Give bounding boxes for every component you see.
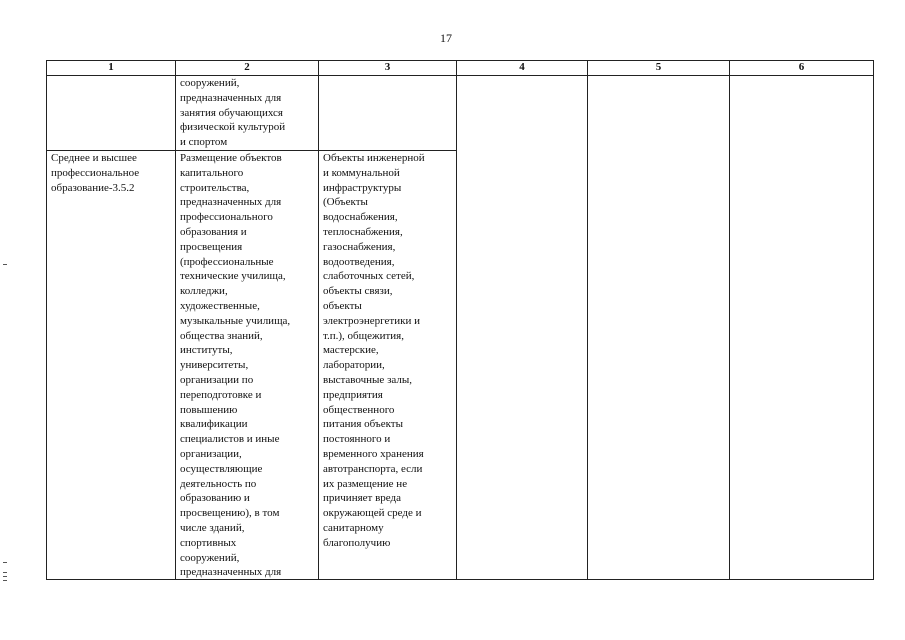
cell-text: сооружений, предназначенных для занятия обучающихся физической культурой и спортом (180, 77, 286, 149)
document-table (46, 60, 874, 580)
margin-mark (3, 572, 7, 573)
column-header: 5 (588, 61, 730, 76)
column-header: 2 (176, 61, 319, 76)
margin-mark (3, 580, 7, 581)
table-cell (47, 151, 176, 580)
table-cell (319, 76, 457, 151)
table-cell (47, 76, 176, 151)
table-cell (588, 76, 730, 580)
column-header: 3 (319, 61, 457, 76)
table-header-row (47, 61, 874, 76)
table-cell (457, 76, 588, 580)
column-header: 6 (730, 61, 874, 76)
page-number: 17 (440, 31, 452, 45)
cell-text: Среднее и высшее профессиональное образование-3.5.2 (51, 152, 140, 194)
table-row (47, 76, 874, 151)
column-header: 4 (457, 61, 588, 76)
margin-mark (3, 562, 7, 563)
table-cell (176, 76, 319, 151)
table-cell (176, 151, 319, 580)
table-cell (730, 76, 874, 580)
cell-text: Объекты инженерной и коммунальной инфраструктуры (Объекты водоснабжения, теплоснабжения, газоснабжения, водоотведения, слаботочных сетей, объекты связи, объекты электроэнергетики и т.п.), общежития, мастерские, лаборатории, выставочные залы, предприятия общественного питания объекты постоянного и временного хранения автотранспорта, если их размещение не причиняет вреда окружающей среде и санитарному благополучию (323, 152, 425, 549)
margin-mark (3, 264, 7, 265)
table-cell (319, 151, 457, 580)
column-header: 1 (47, 61, 176, 76)
margin-mark (3, 576, 7, 577)
cell-text: Размещение объектов капитального строительства, предназначенных для профессионального образования и просвещения (профессиональные технические училища, колледжи, художественные, музыкальные училища, общества знаний, институты, университеты, организации по переподготовке и повышению квалификации специалистов и иные организации, осуществляющие деятельность по образованию и просвещению), в том числе зданий, спортивных сооружений, предназначенных для (180, 152, 291, 579)
